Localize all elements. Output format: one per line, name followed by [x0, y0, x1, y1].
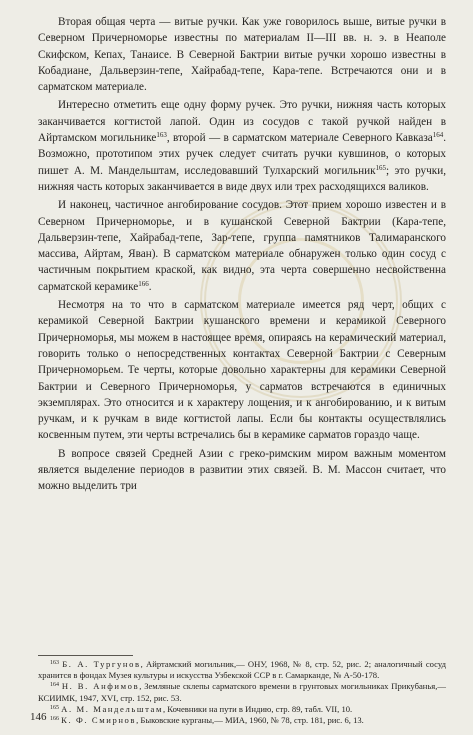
- footnote: $^{165}$ А. М. Мандельштам, Кочевники на пути в Индию, стр. 89, табл. VII, 10.: [50, 703, 353, 714]
- footnote: $^{164}$ Н. В. Анфимов, Земляные склепы сарматского времени в грунтовых могильниках Прикубанья,— КСИИМК, 1947, XVI, стр. 152, рис. 53.: [38, 681, 446, 703]
- footnote-ref[interactable]: 166: [138, 279, 149, 288]
- footnote-number: 166: [50, 716, 59, 723]
- paragraph: Вторая общая черта — витые ручки. Как уже говорилось выше, витые ручки в Северном Причерноморье известны по материалам II—III вв. н. э. в Неаполе Скифском, Кепах, Танаисе. В Северной Бактрии витые ручки хорошо известны в Кобадиане, Дальверзин-тепе, Хайрабад-тепе, Кара-тепе. Встречаются они и в сарматском материале.: [38, 16, 446, 94]
- paragraph: Несмотря на то что в сарматском материале имеется ряд черт, общих с керамикой Северной Бактрии кушанского времени и керамикой Северного Причерноморья, мы можем в настоящее время, опираясь на керамический материал, говорить только о непосредственных контактах Северной Бактрии с Северным Причерноморьем. Те черты, которые довольно характерны для керамики Северной Бактрии и Северного Причерноморья, у сарматов встречаются в единичных экземплярах. Это относится и к характеру лощения, и к ангобированию, и к витым ручкам, и к ручкам в виде когтистой лапы. Если бы контакты осуществлялись косвенным путем, эти черты встречались бы в керамике сарматов гораздо чаще.: [38, 299, 446, 442]
- footnote-number: 163: [50, 660, 59, 666]
- paragraph: Интересно отметить еще одну форму ручек. Это ручки, нижняя часть которых заканчивается когтистой лапой. Один из сосудов с такой ручкой найден в Айртамском могильнике$^{163}$, второй — в сарматском материале Северного Кавказа$^{164}$. Возможно, прототипом этих ручек следует считать ручки кувшинов, о которых пишет А. М. Мандельштам, исследовавший Тулхарский могильник$^{165}$; это ручки, нижняя часть которых заканчивается в виде двух или трех расходящихся валиков.: [38, 99, 447, 193]
- page-number: 146: [30, 711, 47, 723]
- footnote-number: 165: [50, 704, 59, 711]
- footnotes: [38, 659, 446, 726]
- footnote-author: К. Ф. Смирнов: [61, 715, 137, 726]
- footnote: $^{163}$ Б. А. Тургунов, Айртамский могильник,— ОНУ, 1968, № 8, стр. 52, рис. 2; аналогичный сосуд хранится в фондах Музея культуры и искусства Узбекской ССР в г. Самарканде, № А-50-178.: [38, 659, 446, 681]
- main-text: [38, 14, 446, 495]
- footnote-ref[interactable]: 164: [432, 131, 444, 140]
- footnote-ref[interactable]: 165: [375, 163, 387, 172]
- footnote: $^{166}$ К. Ф. Смирнов, Быковские курганы,— МИА, 1960, № 78, стр. 181, рис. 6, 13.: [50, 715, 364, 726]
- footnote-number: 164: [50, 682, 59, 689]
- footnote-author: Н. В. Анфимов: [61, 681, 140, 692]
- footnote-separator: [38, 655, 133, 656]
- footnote-ref[interactable]: 163: [156, 131, 167, 140]
- paragraph: В вопросе связей Средней Азии с греко-римским миром важным моментом является выделение периодов в развитии этих связей. В. М. Массон считает, что можно выделить три: [38, 447, 446, 493]
- footnote-author: А. М. Мандельштам: [61, 703, 163, 714]
- footnote-author: Б. А. Тургунов: [62, 659, 141, 669]
- paragraph: И наконец, частичное ангобирование сосудов. Этот прием хорошо известен и в Северном Причерноморье, и в кушанской Северной Бактрии (Кара-тепе, Дальверзин-тепе, Хайрабад-тепе, Зар-тепе, группа памятников Талимаранского массива, Айртам, Яван). В сарматском материале обнаружен только один сосуд с частичным покрытием краской, как видно, эта черта совершенно несвойственна сарматской керамике$^{166}$.: [38, 199, 446, 293]
